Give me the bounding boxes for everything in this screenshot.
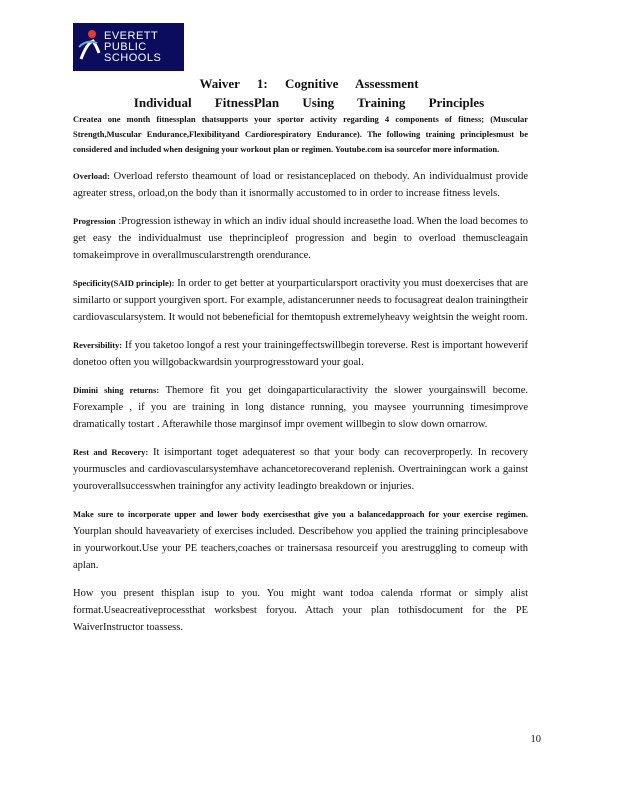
document-header bbox=[73, 76, 545, 111]
section-label: Rest and Recovery: bbox=[73, 447, 149, 457]
page-subtitle: Individual FitnessPlan Using Training Principles bbox=[133, 95, 485, 110]
logo-line-2: PUBLIC bbox=[104, 40, 147, 53]
final-paragraph: How you present thisplan isup to you. You might want todoa calenda rformat or simply alist format.Useacreativeprocessthat worksbest foryou. Attach your plan tothisdocument for the PE WaiverInstructor toassess. bbox=[73, 588, 528, 633]
section-label: Progression bbox=[73, 216, 116, 226]
section-rest-recovery bbox=[73, 444, 528, 495]
section-specificity bbox=[73, 275, 528, 326]
closing-paragraph bbox=[73, 506, 528, 574]
section-label: Dimini shing returns: bbox=[73, 385, 160, 395]
district-logo bbox=[73, 23, 184, 71]
page-number: 10 bbox=[530, 734, 541, 745]
section-text: It isimportant toget adequaterest so that your body can recoverproperly. In recovery yourmuscles and cardiovascularsystemhave achancetorecoverand replenish. Overtrainingcan work a gainst youroverallsuccesswhen trainingfor any activity leadingto breakdown or injuries. bbox=[73, 447, 528, 492]
intro-paragraph: Createa one month fitnessplan thatsupports your sportor activity regarding 4 components of fitness; (Muscular Strength,Muscular Endurance,Flexibilityand Cardiorespiratory Endurance). The following training principlesmust be considered and included when designing your workout plan or regimen. Youtube.com isa sourcefor more information. bbox=[73, 114, 528, 154]
runner-figure-icon bbox=[77, 29, 101, 65]
logo-line-1: EVERETT bbox=[104, 29, 159, 42]
logo-line-3: SCHOOLS bbox=[104, 51, 162, 64]
section-label: Reversibility: bbox=[73, 340, 123, 350]
closing-bold-text: Make sure to incorporate upper and lower body exercisesthat give you a balancedapproach for your exercise regimen. bbox=[73, 509, 528, 519]
page-title: Waiver 1: Cognitive Assessment bbox=[199, 76, 419, 91]
section-text: Overload refersto theamount of load or resistanceplaced on thebody. An individualmust provide agreater stress, orload,on the body than it isnormally accustomed to in order to increase fitness levels. bbox=[73, 171, 528, 199]
section-label: Specificity(SAID principle): bbox=[73, 278, 175, 288]
section-text: In order to get better at yourparticularsport oractivity you must doexercises that are similarto or support yourgiven sport. For example, adistancerunner needs to focusagreat dealon trainingtheir cardiovascularsystem. It would not bebeneficial for themtopush extremelyheavy weightsin the weight room. bbox=[73, 278, 529, 323]
section-label: Overload: bbox=[73, 171, 110, 181]
section-text: Themore fit you get doingaparticularactivity the slower yourgainswill become. Forexample , if you are training in long distance running, you maysee yourrunning timesimprove dramatically tostart . Afterawhile those marginsof impr ovement willbegin to slow down ornarrow. bbox=[73, 385, 529, 430]
closing-text: Yourplan should haveavariety of exercises included. Describehow you applied the training principlesabove in yourworkout.Use your PE teachers,coaches or trainersasa resourceif you arestruggling to comeup with aplan. bbox=[73, 526, 528, 571]
section-progression bbox=[73, 213, 528, 264]
section-diminishing-returns bbox=[73, 382, 528, 433]
section-overload bbox=[73, 168, 528, 202]
document-body bbox=[73, 112, 528, 647]
section-text: :Progression istheway in which an indiv idual should increasethe load. When the load becomes to get easy the individualmust use theprincipleof progression and begin to overload themuscleagain tomakeimprove in overallmuscularstrength orendurance. bbox=[73, 216, 528, 261]
section-text: If you taketoo longof a rest your trainingeffectswillbegin toreverse. Rest is important howeverif donetoo often you willgobackwardsin yourprogresstoward your goal. bbox=[73, 340, 529, 368]
section-reversibility bbox=[73, 337, 528, 371]
